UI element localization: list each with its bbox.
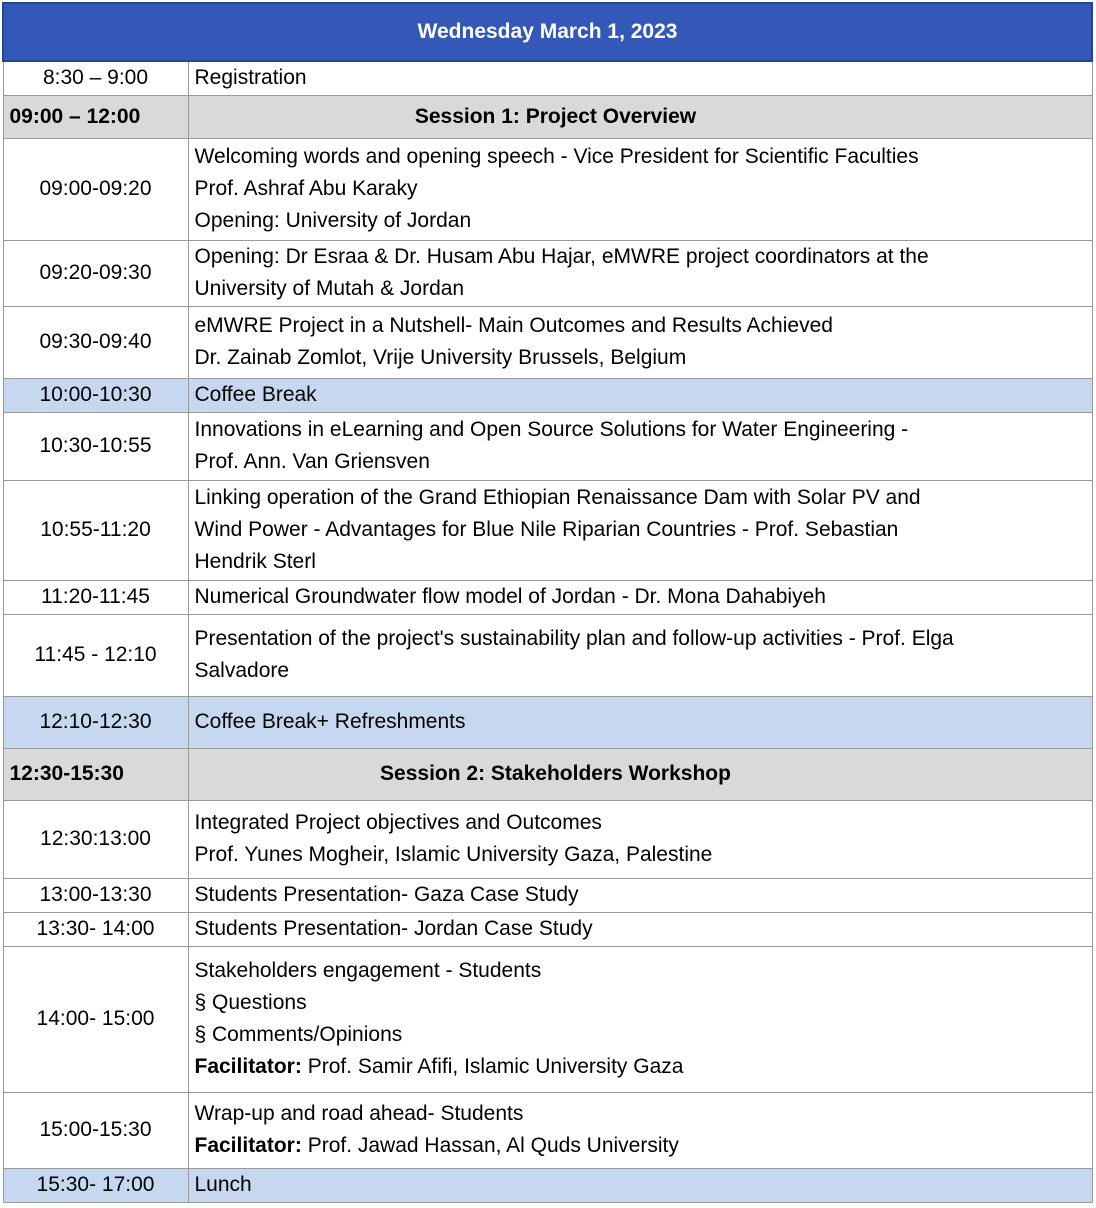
time-cell: 11:20-11:45	[3, 580, 188, 614]
time-cell: 13:30- 14:00	[3, 912, 188, 946]
session-title: Session 2: Stakeholders Workshop	[188, 748, 1092, 800]
time-cell: 09:20-09:30	[3, 240, 188, 306]
time-cell: 12:10-12:30	[3, 696, 188, 748]
time-cell: 10:55-11:20	[3, 480, 188, 580]
session-header-row	[3, 748, 1092, 800]
table-row	[3, 480, 1092, 580]
description-cell: Welcoming words and opening speech - Vice President for Scientific Faculties Prof. Ashraf Abu Karaky Opening: University of Jordan	[188, 138, 1092, 240]
facilitator-line	[195, 1130, 1086, 1162]
description-cell: Innovations in eLearning and Open Source Solutions for Water Engineering - Prof. Ann. Van Griensven	[188, 412, 1092, 480]
description-cell: Linking operation of the Grand Ethiopian Renaissance Dam with Solar PV and Wind Power - Advantages for Blue Nile Riparian Countries - Prof. Sebastian Hendrik Sterl	[188, 480, 1092, 580]
description-cell: Integrated Project objectives and Outcomes Prof. Yunes Mogheir, Islamic University Gaza, Palestine	[188, 800, 1092, 878]
description-cell: Students Presentation- Gaza Case Study	[188, 878, 1092, 912]
table-row	[3, 240, 1092, 306]
description-cell: Coffee Break	[188, 378, 1092, 412]
time-cell: 14:00- 15:00	[3, 946, 188, 1092]
break-row	[3, 378, 1092, 412]
time-cell: 11:45 - 12:10	[3, 614, 188, 696]
description-cell: Coffee Break+ Refreshments	[188, 696, 1092, 748]
table-row	[3, 800, 1092, 878]
table-row	[3, 614, 1092, 696]
facilitator-text: Prof. Jawad Hassan, Al Quds University	[301, 1134, 679, 1157]
session-title: Session 1: Project Overview	[188, 95, 1092, 138]
table-row	[3, 138, 1092, 240]
facilitator-text: Prof. Samir Afifi, Islamic University Gaza	[301, 1055, 684, 1078]
session-time: 09:00 – 12:00	[3, 95, 188, 138]
time-cell: 09:00-09:20	[3, 138, 188, 240]
day-title: Wednesday March 1, 2023	[3, 3, 1092, 61]
table-row	[3, 580, 1092, 614]
table-row	[3, 61, 1092, 95]
agenda-table	[2, 2, 1093, 1203]
description-cell: Opening: Dr Esraa & Dr. Husam Abu Hajar, eMWRE project coordinators at the University of Mutah & Jordan	[188, 240, 1092, 306]
description-cell: Presentation of the project's sustainability plan and follow-up activities - Prof. Elga Salvadore	[188, 614, 1092, 696]
table-row	[3, 412, 1092, 480]
break-row	[3, 1168, 1092, 1202]
session-time: 12:30-15:30	[3, 748, 188, 800]
facilitator-line	[195, 1051, 1086, 1083]
description-cell: Students Presentation- Jordan Case Study	[188, 912, 1092, 946]
description-cell: Wrap-up and road ahead- Students Facilitator: Prof. Jawad Hassan, Al Quds University	[188, 1092, 1092, 1168]
time-cell: 10:30-10:55	[3, 412, 188, 480]
facilitator-label: Facilitator:	[194, 1055, 302, 1078]
description-cell: Lunch	[188, 1168, 1092, 1202]
description-cell: Numerical Groundwater flow model of Jordan - Dr. Mona Dahabiyeh	[188, 580, 1092, 614]
description-cell: eMWRE Project in a Nutshell- Main Outcomes and Results Achieved Dr. Zainab Zomlot, Vrije University Brussels, Belgium	[188, 306, 1092, 378]
table-row	[3, 878, 1092, 912]
facilitator-label: Facilitator:	[194, 1134, 302, 1157]
time-cell: 10:00-10:30	[3, 378, 188, 412]
table-row	[3, 1092, 1092, 1168]
time-cell: 12:30:13:00	[3, 800, 188, 878]
table-row	[3, 912, 1092, 946]
time-cell: 09:30-09:40	[3, 306, 188, 378]
session-header-row	[3, 95, 1092, 138]
table-row	[3, 306, 1092, 378]
time-cell: 15:30- 17:00	[3, 1168, 188, 1202]
description-cell: Stakeholders engagement - Students § Questions § Comments/Opinions Facilitator: Prof. Samir Afifi, Islamic University Gaza	[188, 946, 1092, 1092]
break-row	[3, 696, 1092, 748]
time-cell: 15:00-15:30	[3, 1092, 188, 1168]
description-cell: Registration	[188, 61, 1092, 95]
day-header-row	[3, 3, 1092, 61]
time-cell: 8:30 – 9:00	[3, 61, 188, 95]
time-cell: 13:00-13:30	[3, 878, 188, 912]
table-row	[3, 946, 1092, 1092]
